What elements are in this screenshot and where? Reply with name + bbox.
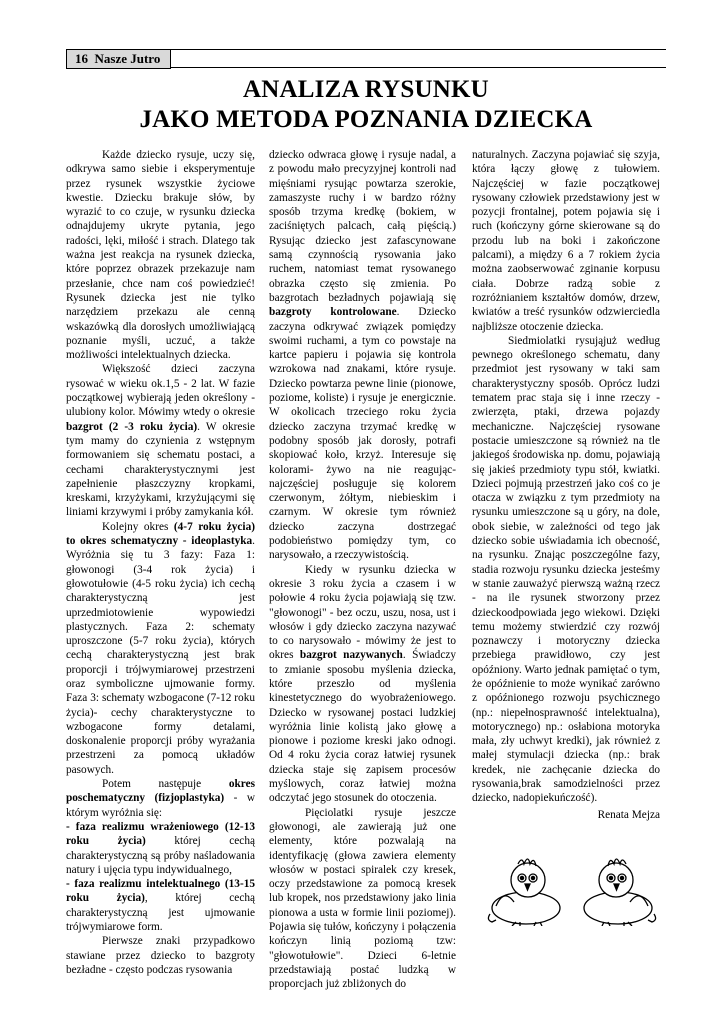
article-title-line1: ANALIZA RYSUNKU — [243, 76, 489, 103]
text-column-2 — [269, 148, 456, 992]
chick-right-icon — [584, 859, 656, 926]
magazine-name: Nasze Jutro — [94, 51, 161, 66]
paragraph: Kolejny okres (4-7 roku życia) to okres schematyczny - ideoplastyka. Wyróżnia się tu 3 fazy: Faza 1: głowonogi (3-4 rok życia) i głowotułowie (4-5 roku życia) ich cechą charakterystyczną jest uprzedmiotowienie wypowiedzi plastycznych. Faza 2: schematy uproszczone (5-7 roku życia), których cechą charakterystyczną jest brak proporcji i trójwymiarowej przestrzeni oraz symboliczne ujmowanie formy. Faza 3: schematy wzbogacone (7-12 roku życia)- cechy charakterystyczne to wzbogacone formy detalami, doskonalenie proporcji próby wyrażania przestrzeni za pomocą układów pasowych. — [66, 520, 255, 776]
list-item: - faza realizmu intelektualnego (13-15 roku życia), której cechą charakterystyczną jest ujmowanie trójwymiarowe form. — [66, 878, 255, 934]
text-column-1 — [66, 148, 255, 977]
page-number: 16 — [75, 51, 88, 66]
paragraph: Każde dziecko rysuje, uczy się, odkrywa samo siebie i eksperymentuje przez rysunek wszystkie życiowe kwestie. Dziecku brakuje słów, by wyrazić to co czuje, w rysunku dziecka odnajdujemy ukryte pytania, jego radości, lęki, miłość i strach. Dlatego tak ważna jest reakcja na rysunek dziecka, które poprzez obrazek przekazuje nam przesłanie, chce nam coś powiedzieć! Rysunek dziecka jest nie tylko narzędziem przekazu ale cenną wskazówką dla dorosłych umożliwiającą poznanie myśli, uczuć, a także możliwości intelektualnych dziecka. — [66, 149, 255, 362]
page-header — [66, 49, 666, 68]
two-chicks-illustration — [484, 850, 660, 926]
paragraph: Pierwsze znaki przypadkowo stawiane przez dziecko to bazgroty bezładne - często podczas rysowania — [66, 935, 255, 976]
author-signature: Renata Mejza — [597, 808, 660, 821]
text-column-3 — [472, 148, 660, 822]
article-title-line2: JAKO METODA POZNANIA DZIECKA — [139, 106, 593, 133]
paragraph: Większość dzieci zaczyna rysować w wieku ok.1,5 - 2 lat. W fazie początkowej wybierają jeden określony - ulubiony kolor. Mówimy wtedy o okresie bazgrot (2 -3 roku życia). W okresie tym mamy do czynienia z wstępnym formowaniem się schematu postaci, a cechami charakterystycznymi jest zapełnienie płaszczyzny kropkami, kreskami, krzyżykami, krzyżującymi się liniami krzywymi i próby zamykania kół. — [66, 363, 255, 519]
paragraph: dziecko odwraca głowę i rysuje nadal, a z powodu mało precyzyjnej kontroli nad mięśniami rysując powtarza szerokie, zamaszyste ruchy i w bardzo różny sposób trzyma kredkę (bokiem, w zaciśniętych palcach, całą pięścią.) Rysując dziecko jest zafascynowane samą czynnością rysowania jako ruchem, natomiast temat rysowanego obrazka często się zmienia. Po bazgrotach bezładnych pojawiają się bazgroty kontrolowane. Dziecko zaczyna odkrywać związek pomiędzy swoimi ruchami, a tym co powstaje na kartce papieru i pojawia się kontrola wzrokowa nad znakami, które rysuje. Dziecko powtarza pewne linie (pionowe, poziome, koliste) i rysuje je energicznie. W okolicach trzeciego roku życia dziecko zaczyna trzymać kredkę w podobny sposób jak dorosły, potrafi skopiować koło, krzyż. Interesuje się kolorami- żywo na nie reagując- najczęściej posługuje się kolorem czerwonym, żółtym, niebieskim i czarnym. W okresie tym również dziecko zaczyna dostrzegać podobieństwo pomiędzy tym, co narysowało, a rzeczywistością. — [269, 149, 456, 562]
paragraph: Potem następuje okres poschematyczny (fizjoplastyka) - w którym wyróżnia się: — [66, 778, 255, 819]
page-header-tab — [66, 49, 171, 69]
paragraph: Pięciolatki rysuje jeszcze głowonogi, ale zawierają już one elementy, które pozwalają na identyfikację (głowa zawiera elementy włosów w postaci spiralek czy kresek, oczy przedstawione za pomocą kresek lub kropek, nos przedstawiony jako linia pionowa a usta w formie linii poziomej). Pojawia się tułów, kończyny i połączenia kończyn linią poziomą tzw: "głowotułowie". Dzieci 6-letnie przedstawiają postać ludzką w proporcjach już zbliżonych do — [269, 806, 456, 991]
paragraph: Kiedy w rysunku dziecka w okresie 3 roku życia a czasem i w połowie 4 roku życia pojawiają się tzw. "głowonogi" - bez oczu, uszu, nosa, ust i włosów i gdy dziecko zaczyna nazywać to co narysowało - mówimy że jest to okres bazgrot nazywanych. Świadczy to zmianie sposobu myślenia dziecka, które przeszło od myślenia kinestetycznego do wyobrażeniowego. Dziecko w rysowanej postaci ludzkiej wyróżnia linie kolistą jako głowę a pionowe i poziome kreski jako odnogi. Od 4 roku życia coraz łatwiej rysunek dziecka staje się zapisem procesów myślowych, coraz łatwiej można odczytać jego stosunek do otoczenia. — [269, 563, 456, 805]
chick-left-icon — [488, 859, 560, 926]
paragraph: Siedmiolatki rysująjuż według pewnego określonego schematu, dany przedmiot jest rysowany w taki sam charakterystyczny sposób. Oprócz ludzi tematem prac staja się i inne rzeczy - zwierzęta, ptaki, drzewa pojazdy mechaniczne. Najczęściej rysowane postacie umieszczone są również na tle jakiegoś środowiska np. domu, pojawiają się jakieś przedmioty typu stół, kwiatki. Dzieci pojmują przestrzeń jako coś co je otacza w związku z tym przedmioty na rysunku umieszczone są u góry, na dole, obok siebie, w zależności od tego jak dziecko sobie uświadamia ich obecność, na rysunku. Znając poszczególne fazy, stadia rozwoju rysunku dziecka jesteśmy w stanie zauważyć pierwszą ważną rzecz - na ile rysunek stworzony przez dzieckoodpowiada jego wiekowi. Dzięki temu możemy stwierdzić czy rozwój poznawczy i motoryczny dziecka przebiega prawidłowo, czy jest opóźniony. Warto jednak pamiętać o tym, że opóźnienie to może wynikać zarówno z opóźnionego rozwoju psychicznego (np.: niepełnosprawność intelektualna), motorycznego) np.: osłabiona motoryka mała, zły uchwyt kredki), jak również z małej stymulacji dziecka (np.: brak kredek, nie zachęcanie dziecka do rysowania,brak samodzielności przez dziecko, nadopiekuńczość). — [472, 334, 660, 805]
paragraph: naturalnych. Zaczyna pojawiać się szyja, która łączy głowę z tułowiem. Najczęściej w fazie początkowej rysowany człowiek przedstawiony jest w pozycji frontalnej, potem pojawia się i ruch (kończyny górne skierowane są do przodu lub na boki i zakończone palcami), a między 6 a 7 rokiem życia można zaobserwować zginanie korpusu ciała. Dobrze radzą sobie z rozróżnianiem kształtów domów, drzew, kwiatów a treść rysunków odzwierciedla najbliższe otoczenie dziecka. — [472, 149, 660, 333]
list-item: - faza realizmu wrażeniowego (12-13 roku życia) której cechą charakterystyczną są próby naśladowania natury i ujęcia typu indywidualnego, — [66, 820, 255, 876]
